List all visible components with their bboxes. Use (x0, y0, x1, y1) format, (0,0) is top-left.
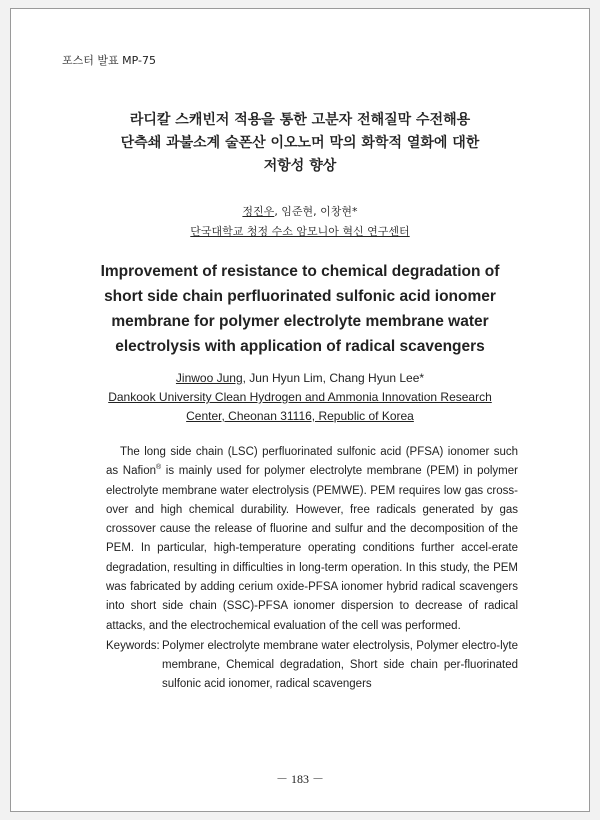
english-coauthors: , Jun Hyun Lim, Chang Hyun Lee* (242, 371, 425, 385)
korean-affiliation: 단국대학교 청정 수소 암모니아 혁신 연구센터 (190, 225, 410, 238)
english-affiliation-line: Center, Cheonan 31116, Republic of Korea (186, 409, 414, 423)
english-authors-block (11, 369, 589, 426)
english-title-line: short side chain perfluorinated sulfonic acid ionomer (104, 288, 496, 305)
korean-title-line: 단측쇄 과불소계 술폰산 이오노머 막의 화학적 열화에 대한 (120, 135, 480, 151)
keywords-text: Polymer electrolyte membrane water electrolysis, Polymer electro-lyte membrane, Chemical degradation, Short side chain per-fluorinated sulfonic acid ionomer, radical scavengers (162, 640, 518, 690)
korean-title-line: 라디칼 스캐빈저 적용을 통한 고분자 전해질막 수전해용 (129, 112, 471, 128)
english-title (11, 259, 589, 359)
korean-coauthors: , 임준현, 이창현* (274, 205, 358, 218)
korean-title (11, 109, 589, 178)
korean-authors (11, 202, 589, 222)
paper-page (10, 8, 590, 812)
english-presenter: Jinwoo Jung (175, 371, 243, 385)
english-title-line: electrolysis with application of radical scavengers (115, 338, 485, 355)
english-affiliation-line: Dankook University Clean Hydrogen and Ammonia Innovation Research (108, 390, 492, 404)
korean-authors-block (11, 202, 589, 242)
keywords-label: Keywords: (106, 640, 160, 652)
abstract (106, 443, 518, 636)
korean-presenter: 정진우 (242, 205, 275, 218)
trademark-symbol: ® (156, 464, 162, 472)
korean-title-line: 저항성 향상 (263, 158, 337, 174)
english-authors (11, 369, 589, 388)
english-title-line: Improvement of resistance to chemical degradation of (100, 263, 500, 280)
abstract-text-part2: is mainly used for polymer electrolyte membrane (PEM) in polymer electrolyte membrane water electrolysis (PEMWE). PEM requires low gas cross-over and high chemical durability. However, free radicals generated by gas crossover cause the release of fluorine and sulfur and the decomposition of the PEM. In particular, high-temperature operating conditions further accel-erate degradation, resulting in difficulties in long-term operation. In this study, the PEM was fabricated by adding cerium oxide-PFSA ionomer hybrid radical scavengers into short side chain (SSC)-PFSA ionomer dispersion to decrease of radical attacks, and the electrochemical evaluation of the cell was performed. (106, 465, 518, 632)
session-label: 포스터 발표 MP-75 (62, 54, 156, 67)
keywords-block (106, 637, 518, 694)
english-title-line: membrane for polymer electrolyte membrane water (111, 313, 489, 330)
page-number: － 183 － (275, 772, 324, 786)
abstract-text-part1: The long side chain (LSC) perfluorinated sulfonic acid (PFSA) ionomer such as Nafion (106, 446, 518, 478)
